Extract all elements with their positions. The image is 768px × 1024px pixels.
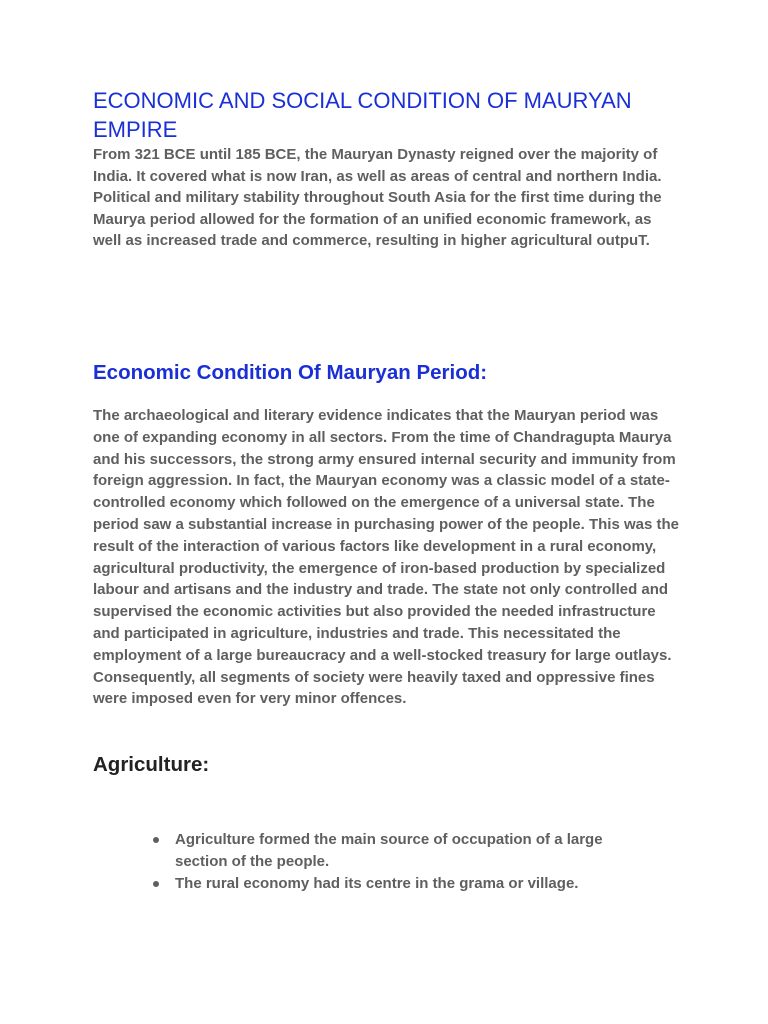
- page-title: ECONOMIC AND SOCIAL CONDITION OF MAURYAN EMPIRE: [93, 88, 632, 142]
- bullet-icon: [153, 837, 159, 843]
- list-item-text: Agriculture formed the main source of occupation of a large section of the people.: [175, 831, 603, 870]
- list-item-text: The rural economy had its centre in the grama or village.: [175, 875, 579, 892]
- list-item: [175, 873, 655, 895]
- intro-paragraph: From 321 BCE until 185 BCE, the Mauryan Dynasty reigned over the majority of India. It covered what is now Iran, as well as areas of central and northern India. Political and military stability throughout South Asia for the first time during the Maurya period allowed for the formation of an unified economic framework, as well as increased trade and commerce, resulting in higher agricultural outpuT.: [93, 146, 662, 249]
- bullet-icon: [153, 881, 159, 887]
- agriculture-list: [175, 829, 655, 895]
- list-item: [175, 829, 655, 873]
- agriculture-heading: Agriculture:: [93, 753, 210, 776]
- economic-condition-paragraph: The archaeological and literary evidence indicates that the Mauryan period was one of expanding economy in all sectors. From the time of Chandragupta Maurya and his successors, the strong army ensured internal security and immunity from foreign aggression. In fact, the Mauryan economy was a classic model of a state-controlled economy which followed on the emergence of a universal state. The period saw a substantial increase in purchasing power of the people. This was the result of the interaction of various factors like development in a rural economy, agricultural productivity, the emergence of iron-based production by specialized labour and artisans and the industry and trade. The state not only controlled and supervised the economic activities but also provided the needed infrastructure and participated in agriculture, industries and trade. This necessitated the employment of a large bureaucracy and a well-stocked treasury for large outlays. Consequently, all segments of society were heavily taxed and oppressive fines were imposed even for very minor offences.: [93, 407, 679, 708]
- economic-condition-heading: Economic Condition Of Mauryan Period:: [93, 361, 488, 384]
